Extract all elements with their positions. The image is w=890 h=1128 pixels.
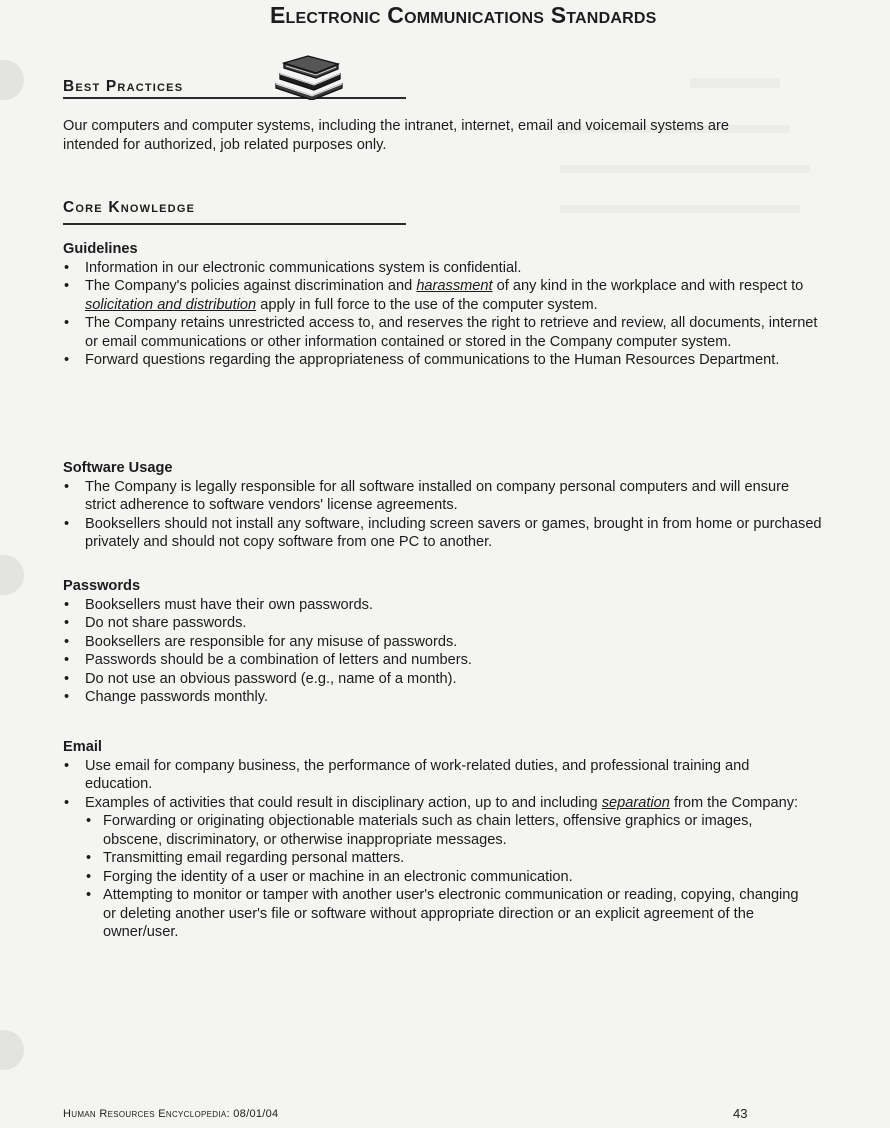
core-knowledge-heading: Core Knowledge bbox=[63, 199, 196, 216]
guidelines-list bbox=[63, 259, 823, 370]
list-item-text: Information in our electronic communications system is confidential. bbox=[85, 259, 522, 276]
bleed-through bbox=[690, 78, 780, 88]
list-item-text: Booksellers should not install any software, including screen savers or games, brought in from home or purchased privately and should not copy software from one PC to another. bbox=[85, 515, 822, 550]
harassment-link[interactable]: harassment bbox=[416, 278, 493, 294]
list-item-text: Do not use an obvious password (e.g., name of a month). bbox=[85, 670, 457, 687]
list-item-text: The Company's policies against discrimination and bbox=[85, 278, 417, 294]
list-item-text: Booksellers must have their own passwords. bbox=[85, 596, 373, 613]
list-item-text: The Company retains unrestricted access to, and reserves the right to retrieve and review, all documents, internet or email communications or other information contained or stored in the Company computer system. bbox=[85, 315, 818, 350]
section-rule bbox=[63, 97, 406, 99]
list-item bbox=[63, 314, 823, 351]
list-item-text: Use email for company business, the performance of work-related duties, and professional training and education. bbox=[85, 757, 750, 792]
bleed-through bbox=[560, 165, 810, 173]
software-usage-section bbox=[63, 459, 823, 552]
best-practices-text: Our computers and computer systems, including the intranet, internet, email and voicemail systems are intended for authorized, job related purposes only. bbox=[63, 118, 729, 153]
list-item-text: Forward questions regarding the appropriateness of communications to the Human Resources Department. bbox=[85, 352, 780, 368]
email-heading: Email bbox=[63, 739, 102, 755]
page-title: Electronic Communications Standards bbox=[270, 2, 657, 28]
list-item-text: from the Company: bbox=[669, 794, 799, 811]
sub-list-item bbox=[85, 849, 803, 868]
section-rule bbox=[63, 223, 406, 225]
list-item-text: Passwords should be a combination of letters and numbers. bbox=[85, 652, 472, 668]
punch-hole bbox=[0, 60, 24, 100]
list-item bbox=[63, 277, 823, 314]
list-item-text: The Company is legally responsible for all software installed on company personal computers and will ensure strict adherence to software vendors' license agreements. bbox=[85, 478, 790, 513]
books-icon bbox=[272, 54, 346, 100]
list-item bbox=[63, 351, 823, 370]
sub-list-item bbox=[85, 812, 803, 849]
list-item-text: Examples of activities that could result in disciplinary action, up to and including bbox=[85, 794, 602, 811]
sub-list-item bbox=[85, 868, 803, 887]
list-item-text: of any kind in the workplace and with respect to bbox=[492, 278, 804, 294]
email-section bbox=[63, 738, 803, 942]
punch-hole bbox=[0, 1030, 24, 1070]
list-item-text: apply in full force to the use of the computer system. bbox=[256, 296, 598, 313]
separation-link[interactable]: separation bbox=[601, 794, 670, 811]
list-item bbox=[63, 515, 823, 552]
passwords-list bbox=[63, 596, 823, 707]
list-item bbox=[63, 651, 823, 670]
sub-list-item bbox=[85, 886, 803, 942]
list-item-text: Forwarding or originating objectionable materials such as chain letters, offensive graphics or images, obscene, discriminatory, or otherwise inappropriate messages. bbox=[103, 813, 753, 848]
best-practices-heading: Best Practices bbox=[63, 78, 184, 95]
list-item-text: Do not share passwords. bbox=[85, 615, 247, 631]
list-item bbox=[63, 688, 823, 707]
solicitation-link[interactable]: solicitation and distribution bbox=[85, 296, 257, 313]
passwords-heading: Passwords bbox=[63, 578, 141, 594]
list-item-text: Booksellers are responsible for any misuse of passwords. bbox=[85, 633, 458, 650]
list-item-text: Change passwords monthly. bbox=[85, 689, 269, 705]
passwords-section bbox=[63, 577, 823, 707]
footer-label: Human Resources Encyclopedia: 08/01/04 bbox=[63, 1108, 279, 1120]
list-item bbox=[63, 670, 823, 689]
guidelines-heading: Guidelines bbox=[63, 241, 138, 257]
list-item bbox=[63, 478, 823, 515]
guidelines-section bbox=[63, 240, 823, 370]
list-item bbox=[63, 259, 823, 278]
page-number: 43 bbox=[733, 1106, 748, 1121]
software-usage-heading: Software Usage bbox=[63, 460, 173, 476]
list-item-text: Transmitting email regarding personal matters. bbox=[103, 850, 405, 866]
email-sub-list bbox=[85, 812, 803, 942]
bleed-through bbox=[560, 205, 800, 213]
email-list bbox=[63, 757, 803, 942]
list-item-text: Attempting to monitor or tamper with another user's electronic communication or reading, copying, changing or deleting another user's file or software without appropriate direction or an explicit agreement of the owner/user. bbox=[103, 887, 799, 940]
list-item bbox=[63, 794, 803, 942]
software-usage-list bbox=[63, 478, 823, 552]
list-item-text: Forging the identity of a user or machine in an electronic communication. bbox=[103, 868, 573, 885]
punch-hole bbox=[0, 555, 24, 595]
list-item bbox=[63, 757, 803, 794]
list-item bbox=[63, 614, 823, 633]
list-item bbox=[63, 633, 823, 652]
list-item bbox=[63, 596, 823, 615]
